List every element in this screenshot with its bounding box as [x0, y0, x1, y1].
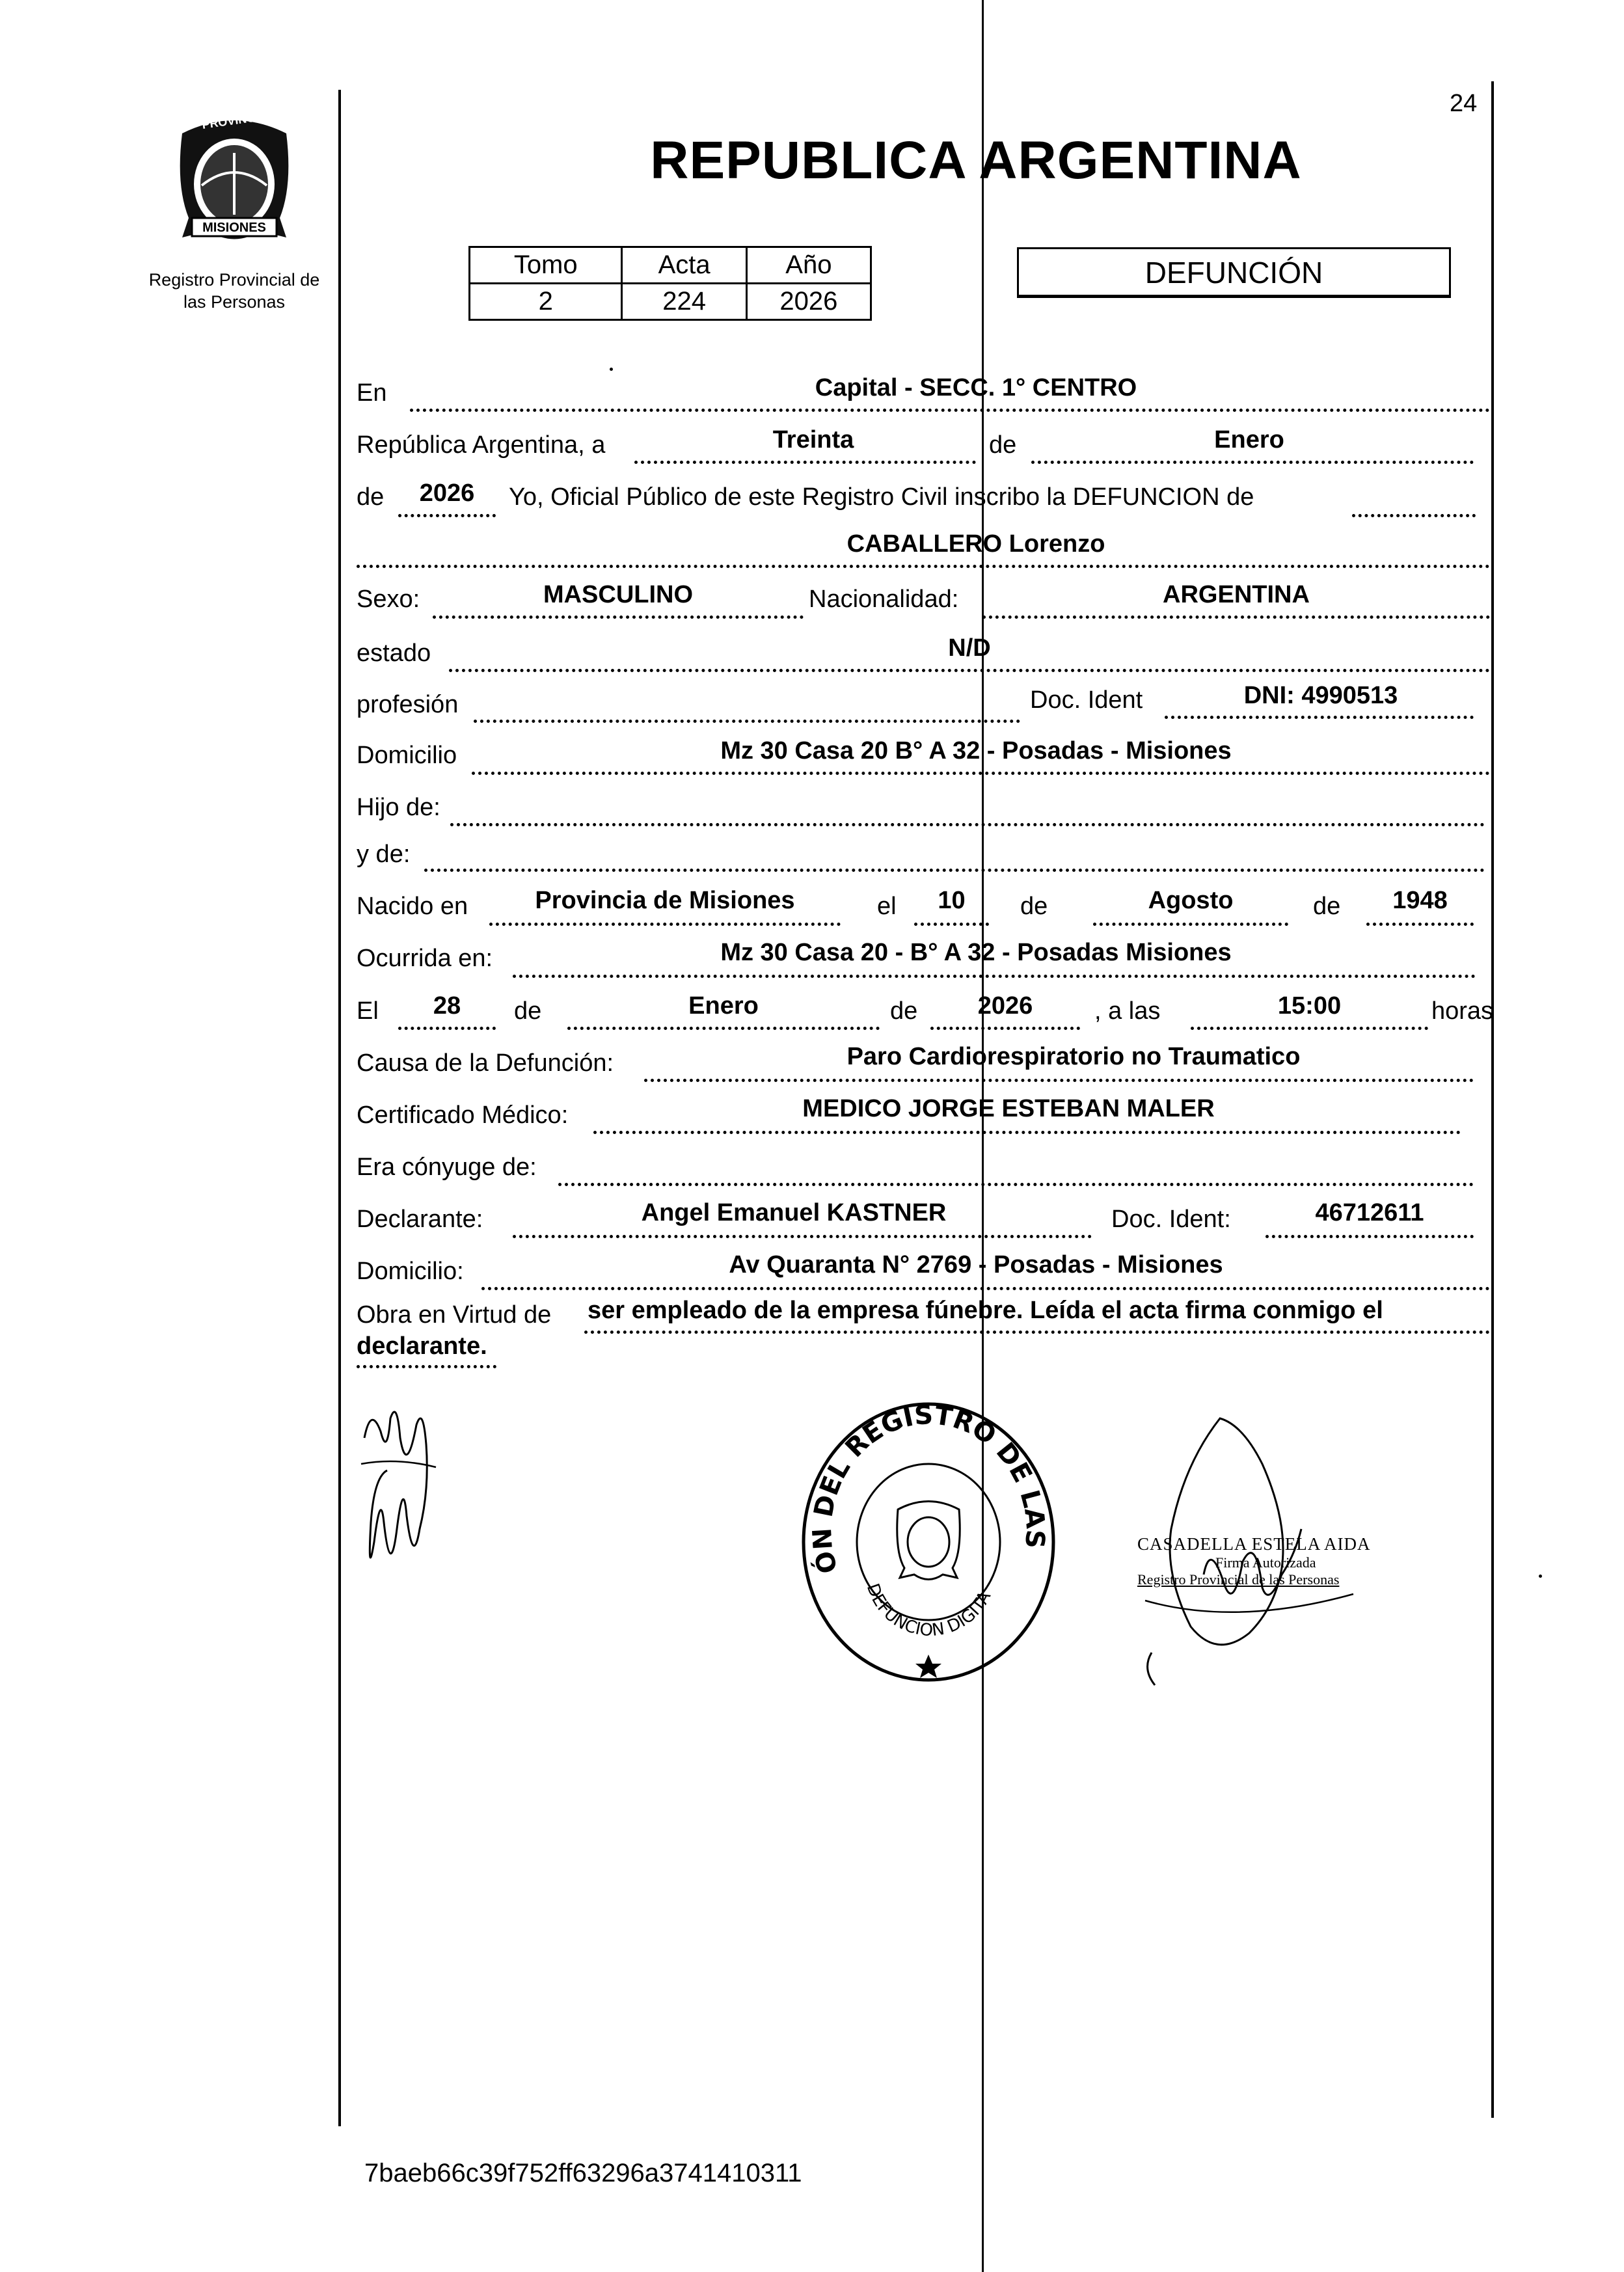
dots-nombre	[357, 565, 1490, 568]
value-decl-domicilio: Av Quaranta N° 2769 - Posadas - Misiones	[729, 1251, 1223, 1278]
left-margin-rule	[338, 90, 341, 2126]
dots-decl-domicilio	[481, 1287, 1490, 1290]
value-def-mes: Enero	[688, 992, 759, 1020]
value-def-anio: 2026	[977, 992, 1033, 1020]
dots-def-dia	[398, 1027, 496, 1030]
value-causa: Paro Cardiorespiratorio no Traumatico	[846, 1043, 1301, 1070]
dots-nacionalidad	[982, 615, 1490, 619]
official-stamp	[1137, 1534, 1417, 1588]
label-nacionalidad: Nacionalidad:	[809, 586, 959, 613]
label-def-de1: de	[514, 997, 542, 1025]
official-stamp-office: Registro Provincial de las Personas	[1137, 1571, 1340, 1588]
label-de-anio: de	[357, 483, 385, 511]
label-horas: horas	[1431, 997, 1494, 1025]
dots-doc	[1165, 716, 1474, 719]
logo-text-bottom: MISIONES	[202, 221, 266, 235]
value-sexo: MASCULINO	[543, 581, 694, 608]
dots-hijo	[450, 823, 1485, 826]
value-estado: N/D	[948, 634, 991, 662]
record-header-tomo: Tomo	[470, 247, 622, 284]
label-decl-doc: Doc. Ident:	[1111, 1206, 1231, 1233]
label-sexo: Sexo:	[357, 586, 420, 613]
label-el-nac: el	[877, 893, 897, 920]
label-causa: Causa de la Defunción:	[357, 1049, 614, 1077]
dots-nac-mes	[1093, 923, 1288, 926]
value-nac-mes: Agosto	[1148, 887, 1234, 914]
value-anio: 2026	[419, 480, 475, 507]
registry-seal	[797, 1396, 1061, 1682]
scan-fold-line	[982, 0, 984, 2272]
value-lugar: Capital - SECC. 1° CENTRO	[815, 374, 1137, 401]
seal-outer-text: ÓN DEL REGISTRO DE LAS	[807, 1400, 1050, 1577]
value-nac-anio: 1948	[1392, 887, 1448, 914]
dots-obra-1	[584, 1331, 1490, 1334]
record-header-anio: Año	[746, 247, 871, 284]
dots-decl-doc	[1265, 1235, 1474, 1238]
value-def-dia: 28	[433, 992, 461, 1020]
seal-inner-text: DEFUNCION DIGITA	[862, 1581, 995, 1641]
dots-causa	[644, 1079, 1474, 1082]
label-yde: y de:	[357, 841, 411, 868]
province-logo	[163, 107, 306, 257]
label-declarante: Declarante:	[357, 1206, 483, 1233]
label-nac-de2: de	[1313, 893, 1341, 920]
value-certificado: MEDICO JORGE ESTEBAN MALER	[802, 1095, 1215, 1122]
dots-certificado	[593, 1131, 1461, 1134]
label-estado: estado	[357, 640, 431, 667]
value-nacionalidad: ARGENTINA	[1163, 581, 1310, 608]
dots-anio	[398, 514, 496, 517]
dots-nac-dia	[914, 923, 989, 926]
scan-speck	[610, 368, 613, 371]
label-doc: Doc. Ident	[1030, 686, 1143, 714]
label-def-de2: de	[890, 997, 918, 1025]
label-de-mes: de	[989, 431, 1017, 459]
page-title: REPUBLICA ARGENTINA	[650, 131, 1302, 190]
value-ocurrida: Mz 30 Casa 20 - B° A 32 - Posadas Misiones	[720, 939, 1232, 966]
label-alas: , a las	[1094, 997, 1161, 1025]
value-declarante: Angel Emanuel KASTNER	[641, 1199, 947, 1226]
value-obra-line-2: declarante.	[357, 1332, 487, 1360]
document-type: DEFUNCIÓN	[1144, 256, 1323, 290]
label-hijo: Hijo de:	[357, 794, 440, 821]
scan-speck	[1539, 1575, 1542, 1578]
dots-domicilio	[472, 772, 1490, 775]
svg-text:DELEGACIÓN DEL REGISTRO DE LAS	[797, 1396, 1050, 1577]
dots-mes	[1031, 461, 1474, 464]
value-mes: Enero	[1214, 426, 1284, 453]
declarant-signature	[351, 1399, 455, 1594]
dots-yde	[424, 869, 1485, 872]
right-margin-rule	[1491, 81, 1494, 2118]
dots-def-hora	[1191, 1027, 1428, 1030]
record-value-acta: 224	[622, 284, 746, 320]
label-conyuge: Era cónyuge de:	[357, 1154, 537, 1181]
logo-text-top: PROVINCIA DE	[201, 107, 287, 131]
label-certificado: Certificado Médico:	[357, 1102, 569, 1129]
dots-ocurrida	[513, 975, 1476, 978]
dots-def-mes	[567, 1027, 880, 1030]
record-table	[468, 246, 872, 321]
label-ocurrida: Ocurrida en:	[357, 945, 493, 972]
label-inscribo: Yo, Oficial Público de este Registro Civil inscribo la DEFUNCION de	[509, 483, 1254, 511]
label-nac-de1: de	[1020, 893, 1048, 920]
dots-profesion	[474, 720, 1020, 723]
value-nacido: Provincia de Misiones	[535, 887, 795, 914]
document-hash: 7baeb66c39f752ff63296a3741410311	[364, 2159, 802, 2187]
logo-caption-line-1: Registro Provincial de	[148, 270, 320, 290]
dots-nacido	[489, 923, 841, 926]
label-obra: Obra en Virtud de	[357, 1301, 552, 1329]
dots-def-anio	[930, 1027, 1080, 1030]
label-el-def: El	[357, 997, 379, 1025]
logo-caption	[117, 269, 351, 313]
value-decl-doc: 46712611	[1315, 1199, 1424, 1226]
label-nacido: Nacido en	[357, 893, 468, 920]
value-obra-line-1: ser empleado de la empresa fúnebre. Leída el acta firma conmigo el	[588, 1297, 1383, 1324]
value-nac-dia: 10	[938, 887, 966, 914]
dots-obra-2	[357, 1365, 496, 1368]
value-nombre: CABALLERO Lorenzo	[846, 530, 1105, 558]
record-value-tomo: 2	[470, 284, 622, 320]
logo-caption-line-2: las Personas	[183, 292, 286, 312]
value-domicilio: Mz 30 Casa 20 B° A 32 - Posadas - Misiones	[720, 737, 1232, 764]
dots-en	[410, 409, 1490, 412]
label-profesion: profesión	[357, 691, 459, 718]
value-dia: Treinta	[772, 426, 854, 453]
label-domicilio: Domicilio	[357, 742, 457, 769]
dots-nac-anio	[1366, 923, 1474, 926]
label-decl-domicilio: Domicilio:	[357, 1258, 464, 1285]
value-doc: DNI: 4990513	[1243, 682, 1398, 709]
dots-dia	[634, 461, 976, 464]
label-en: En	[357, 379, 387, 407]
record-value-anio: 2026	[746, 284, 871, 320]
dots-declarante	[513, 1235, 1092, 1238]
dots-inscribo	[1352, 514, 1476, 517]
value-def-hora: 15:00	[1277, 992, 1342, 1020]
dots-estado	[449, 669, 1490, 672]
official-stamp-role: Firma Autorizada	[1215, 1554, 1316, 1571]
record-header-acta: Acta	[622, 247, 746, 284]
official-stamp-name: CASADELLA ESTELA AIDA	[1137, 1534, 1371, 1554]
page-number: 24	[1450, 90, 1478, 117]
document-type-box	[1017, 247, 1451, 298]
dots-conyuge	[558, 1183, 1474, 1186]
dots-sexo	[433, 615, 804, 619]
label-republica: República Argentina, a	[357, 431, 606, 459]
